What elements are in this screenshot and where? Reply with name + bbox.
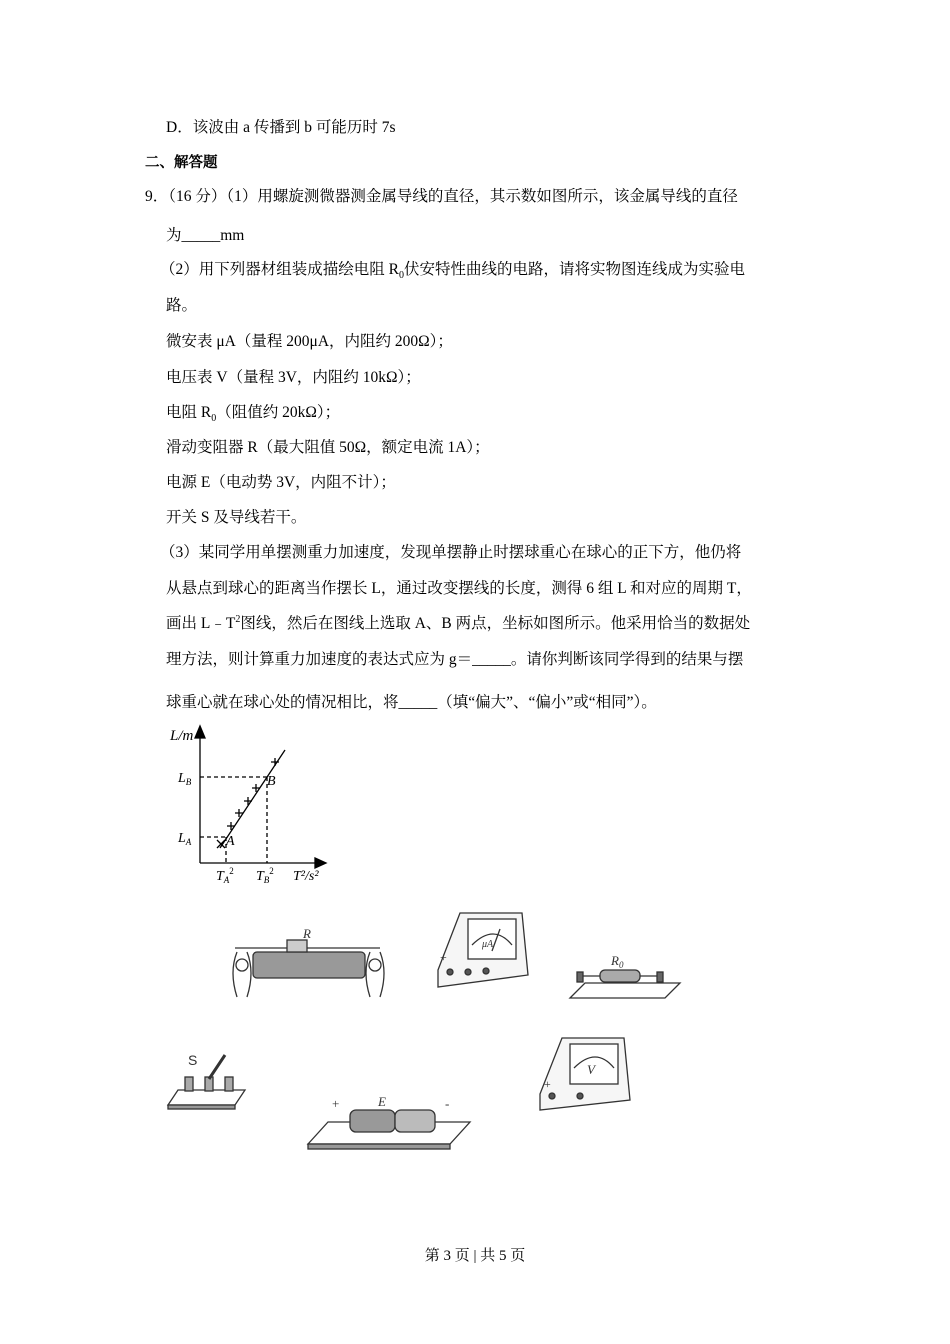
svg-text:L/m (169, 728, 194, 744)
resistor-r0 (565, 948, 685, 1003)
ammeter-label: μA (482, 939, 494, 950)
page-footer: 第 3 页 | 共 5 页 (424, 1248, 526, 1264)
voltmeter (532, 1032, 637, 1114)
part3-line2: 从悬点到球心的距离当作摆长 L，通过改变摆线的长度，测得 6 组 L 和对应的周期 T， (166, 580, 752, 597)
microammeter (430, 905, 535, 993)
switch-label: S (188, 1052, 198, 1068)
la: L (178, 831, 186, 846)
section-heading: 二、解答题 (145, 155, 218, 171)
point-a-label: A (226, 834, 235, 849)
rheostat (225, 922, 395, 1004)
svg-text:LA (177, 831, 192, 847)
part2-line1 (160, 260, 745, 280)
plus-sign: + (544, 1077, 551, 1091)
ta-sub: A (223, 875, 230, 885)
la-sub: A (185, 837, 192, 847)
part3-line1: （3）某同学用单摆测重力加速度，发现单摆静止时摆球重心在球心的正下方，他仍将 (160, 544, 742, 561)
r0-sub: 0 (618, 960, 624, 970)
material-1: 微安表 μA（量程 200μA，内阻约 200Ω）； (166, 333, 453, 350)
material-4: 滑动变阻器 R（最大阻值 50Ω，额定电流 1A）； (166, 439, 490, 456)
plus-sign: + (440, 950, 447, 964)
material-2: 电压表 V（量程 3V，内阻约 10kΩ）； (166, 369, 421, 386)
option-d (166, 118, 395, 138)
battery-label: E (378, 1094, 386, 1109)
lb: L (178, 771, 186, 786)
part2-line2: 路。 (166, 297, 198, 314)
t: （2）用下列器材组装成描绘电阻 R (160, 261, 399, 278)
svg-text:LB (177, 771, 192, 787)
t: （阻值约 20kΩ）； (216, 404, 341, 421)
t: 伏安特性曲线的电路，请将实物图连线成为实验电 (403, 261, 745, 278)
l-t2-graph (160, 720, 340, 890)
svg-text:TB2: $T_B^2$ (256, 866, 274, 885)
sub: 0 (211, 413, 217, 425)
t: 图线，然后在图线上选取 A、B 两点，坐标如图所示。他采用恰当的数据处 (240, 615, 751, 632)
svg-text:TA2: $T_A^2$ (216, 866, 234, 885)
point-b-label: B (267, 774, 276, 789)
question-9-line1: 9．（16 分）（1）用螺旋测微器测金属导线的直径，其示数如图所示，该金属导线的直径 (145, 188, 738, 205)
material-5: 电源 E（电动势 3V，内阻不计）； (166, 474, 396, 491)
part3-line3 (166, 614, 750, 634)
sub: 0 (398, 270, 404, 282)
x-label: T²/s² (293, 869, 319, 884)
material-3 (166, 403, 340, 423)
tb-sub: B (263, 875, 270, 885)
tb: T (256, 869, 264, 884)
part3-line4: 理方法，则计算重力加速度的表达式应为 g＝_____。请你判断该同学得到的结果与摆 (166, 651, 744, 668)
question-9-line2: 为_____mm (166, 227, 245, 244)
sup: 2 (235, 613, 241, 625)
t: 画出 L﹣T (166, 615, 236, 632)
lb-sub: B (185, 777, 192, 787)
ta: T (216, 869, 224, 884)
minus-sign: - (445, 1096, 450, 1111)
material-6: 开关 S 及导线若干。 (166, 509, 307, 526)
battery-e (300, 1092, 475, 1154)
t: 电阻 R (166, 404, 212, 421)
y-label: L/m (170, 728, 194, 744)
svg-text:R0 (610, 953, 624, 970)
option-d-text: D．该波由 a 传播到 b 可能历时 7s (166, 119, 396, 136)
part3-line5: 球重心就在球心处的情况相比，将_____（填“偏大”、“偏小”或“相同”）。 (166, 694, 657, 711)
plus-sign: + (332, 1096, 340, 1111)
rheostat-label: R (303, 926, 311, 941)
r0-label: R (611, 953, 619, 968)
switch-s (160, 1045, 250, 1115)
voltmeter-label: V (587, 1062, 595, 1077)
